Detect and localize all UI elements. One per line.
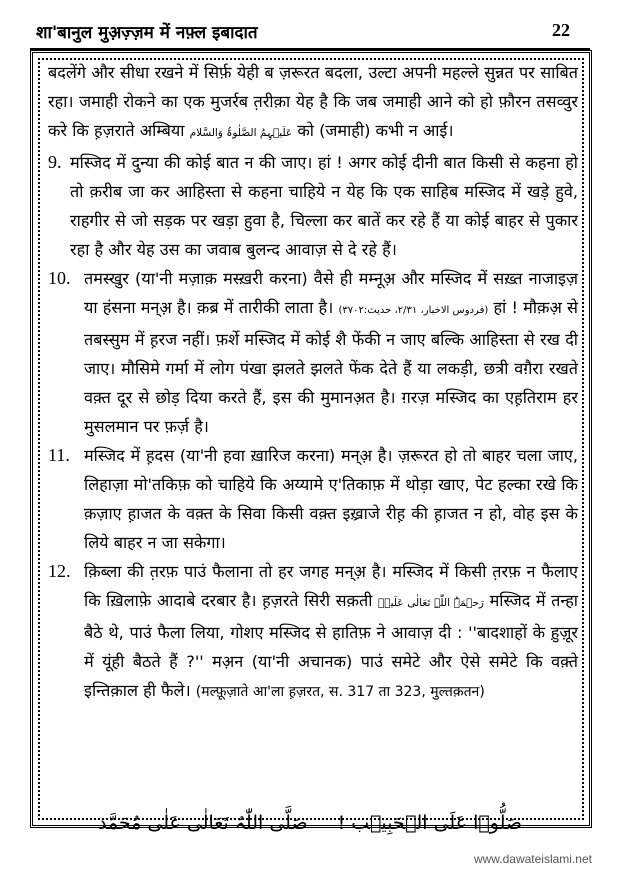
hadith-reference: (فردوس الاخبار، ۲/۳۱، حدیث:۳۷۰۲) [338,305,489,316]
item-number: 9. [48,152,62,172]
list-item-10 [48,264,578,441]
item-text-1: तमस्खुर (या'नी मज़ाक़ मस्ख़री करना) वैसे ही मम्नूअ़ और मस्जिद में सख़्त नाजाइज़ या हंसना मन्अ़ है। क़ब्र में तारीकी लाता है। [84,269,578,317]
salawat-call: صَلُّوۡا عَلَی الۡحَبِیۡب ! [337,812,523,834]
item-text-1: क़िब्ला की त़रफ़ पाउं फैलाना तो हर जगह मन्अ़ है। मस्जिद में किसी त़रफ़ न फैलाए कि ख़िलाफ़े आदाबे दरबार है। ह़ज़रते सिरी सक़ती [84,562,578,610]
page-body [48,58,578,707]
website-url[interactable]: www.dawateislami.net [473,852,592,866]
arabic-honorific-prophets: عَلَیۡہِمُ الصَّلٰوۃُ وَالسَّلام [189,127,293,139]
list-item-12 [48,557,578,707]
list-item-11 [48,441,578,557]
arabic-honorific-saint: رَحۡمَۃُ اللّٰہِ تَعَالٰی عَلَیۡہ [377,597,485,609]
item-number: 12. [48,561,71,581]
item-number: 11. [48,445,70,465]
running-title: शा'बानुल मुअ़ज़्ज़म में नफ़्ल इबादात [36,23,258,43]
salawat-line [30,812,590,834]
item-text: मस्जिद में ह़दस (या'नी हवा ख़ारिज करना) मन्अ़ है। ज़रूरत हो तो बाहर चला जाए, लिहाज़ा मो'तकिफ़ को चाहिये कि अय्यामे ए'तिकाफ़ में थोड़ा खाए, पेट हल्का रखे कि क़ज़ाए ह़ाजत के वक़्त के सिवा किसी वक़्त इख़्राजे रीह़ की ह़ाजत न हो, वोह इस के लिये बाहर न जा सकेगा। [84,446,578,552]
intro-paragraph [48,58,578,148]
intro-text-1: बदलेंगे और सीधा रखने में सिर्फ़ येही ब ज़रूरत बदला, उल्टा अपनी महल्ले सुन्नत पर साबित रहा। जमाही रोकने का एक मुजर्रब त़रीक़ा येह है कि जब जमाही आने को हो फ़ौरन तसव्वुर करे कि ह़ज़राते अम्बिया [48,63,578,140]
page-header [30,12,590,48]
page-number: 22 [552,20,570,40]
salawat-response: صَلَّی اللّٰہُ تَعَالٰی عَلٰی مُحَمَّد [97,812,308,834]
intro-text-2: को (जमाही) कभी न आई। [292,121,454,140]
list-item-9 [48,148,578,264]
item-text-2: हां ! मौक़अ़ से तबस्सुम में ह़रज नहीं। फ़र्शे मस्जिद में कोई शै फेंकी न जाए बल्कि आहिस्ता से रख दी जाए। मौसिमे गर्मा में लोग पंखा झलते झलते फेंक देते हैं या लकड़ी, छत्री वग़ैरा रखते वक़्त दूर से छोड़ दिया करते हैं, इस की मुमानअ़त है। ग़रज़ मस्जिद का एह़तिराम हर मुसलमान पर फ़र्ज़ है। [84,298,578,436]
item-text-2: मस्जिद में तन्हा बैठे थे, पाउं फैला लिया, गोशए मस्जिद से हातिफ़ ने आवाज़ दी : ''बादशाहों के ह़ुज़ूर में यूंही बैठते हैं ?'' मअ़न (या'नी अचानक) पाउं समेटे और ऐसे समेटे कि वक़्ते इन्तिक़ाल ही फैले। [84,591,579,700]
item-number: 10. [48,268,71,288]
source-citation: (मल्फ़ूज़ाते आ'ला ह़ज़रत, स. 317 ता 323, मुल्तक़तन) [195,684,485,700]
item-text: मस्जिद में दुन्या की कोई बात न की जाए। हां ! अगर कोई दीनी बात किसी से कहना हो तो क़रीब जा कर आहिस्ता से कहना चाहिये न येह कि एक साहिब मस्जिद में खड़े हुवे, राहगीर से जो सड़क पर खड़ा हुवा है, चिल्ला कर बातें कर रहे हैं या कोई बाहर से पुकार रहा है और येह उस का जवाब बुलन्द आवाज़ से दे रहे हैं। [70,153,578,259]
